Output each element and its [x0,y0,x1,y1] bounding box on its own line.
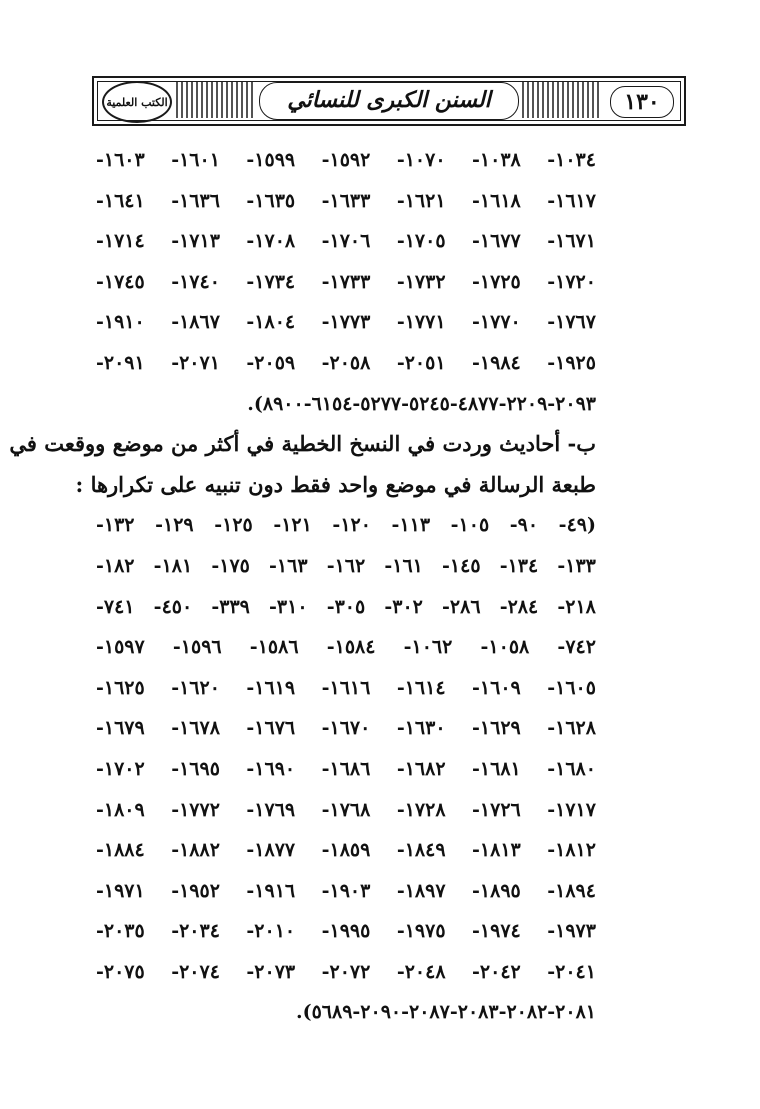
seal-text: الكتب العلمية [106,95,168,109]
text-line: طبعة الرسالة في موضع واحد فقط دون تنبيه على تكرارها : [75,471,596,497]
number-line: ٧٤٢- ١٠٥٨- ١٠٦٢- ١٥٨٤- ١٥٨٦- ١٥٩٦- ١٥٩٧- [96,636,596,659]
header-ornament-right [522,82,602,118]
number-line: ١٦٢٨- ١٦٢٩- ١٦٣٠- ١٦٧٠- ١٦٧٦- ١٦٧٨- ١٦٧٩- [96,717,596,740]
number-line: ١٨١٢- ١٨١٣- ١٨٤٩- ١٨٥٩- ١٨٧٧- ١٨٨٢- ١٨٨٤- [96,839,596,862]
text-line: ب- أحاديث وردت في النسخ الخطية في أكثر من موضع ووقعت في [9,431,596,457]
number-line: ٢٠٨١-٢٠٨٢-٢٠٨٣-٢٠٨٧-٢٠٩٠-٥٦٨٩). [295,1001,596,1024]
number-line: ١٦٨٠- ١٦٨١- ١٦٨٢- ١٦٨٦- ١٦٩٠- ١٦٩٥- ١٧٠٢- [96,757,596,780]
number-line: ١٣٣- ١٣٤- ١٤٥- ١٦١- ١٦٢- ١٦٣- ١٧٥- ١٨١- ١٨٢- [96,554,596,577]
book-title: السنن الكبرى للنسائي [287,87,491,113]
publisher-seal [102,81,172,123]
running-header [92,76,686,126]
number-line: (٤٩- ٩٠- ١٠٥- ١١٣- ١٢٠- ١٢١- ١٢٥- ١٢٩- ١٣٢- [96,514,596,537]
number-line: ١٩٢٥- ١٩٨٤- ٢٠٥١- ٢٠٥٨- ٢٠٥٩- ٢٠٧١- ٢٠٩١- [96,351,596,374]
number-line: ١٨٩٤- ١٨٩٥- ١٨٩٧- ١٩٠٣- ١٩١٦- ١٩٥٢- ١٩٧١- [96,879,596,902]
page-body [9,140,596,1033]
number-line: ١٩٧٣- ١٩٧٤- ١٩٧٥- ١٩٩٥- ٢٠١٠- ٢٠٣٤- ٢٠٣٥- [96,920,596,943]
number-line: ١٦٠٥- ١٦٠٩- ١٦١٤- ١٦١٦- ١٦١٩- ١٦٢٠- ١٦٢٥- [96,676,596,699]
header-ornament-left [176,82,254,118]
number-line: ١٠٣٤- ١٠٣٨- ١٠٧٠- ١٥٩٢- ١٥٩٩- ١٦٠١- ١٦٠٣- [96,149,596,171]
number-line: ١٦٧١- ١٦٧٧- ١٧٠٥- ١٧٠٦- ١٧٠٨- ١٧١٣- ١٧١٤- [96,230,596,253]
number-line: ٢١٨- ٢٨٤- ٢٨٦- ٣٠٢- ٣٠٥- ٣١٠- ٣٣٩- ٤٥٠- ٧٤١- [96,595,596,618]
number-line: ١٧٢٠- ١٧٢٥- ١٧٣٢- ١٧٣٣- ١٧٣٤- ١٧٤٠- ١٧٤٥- [96,270,596,293]
number-line: ٢٠٩٣-٢٢٠٩-٤٨٧٧-٥٢٤٥-٥٢٧٧-٦١٥٤-٨٩٠٠). [247,392,596,415]
number-line: ٢٠٤١- ٢٠٤٢- ٢٠٤٨- ٢٠٧٢- ٢٠٧٣- ٢٠٧٤- ٢٠٧٥- [96,960,596,983]
number-line: ١٦١٧- ١٦١٨- ١٦٢١- ١٦٣٣- ١٦٣٥- ١٦٣٦- ١٦٤١- [96,189,596,212]
number-line: ١٧١٧- ١٧٢٦- ١٧٢٨- ١٧٦٨- ١٧٦٩- ١٧٧٢- ١٨٠٩- [96,798,596,821]
page-number: ١٣٠ [610,86,674,118]
number-line: ١٧٦٧- ١٧٧٠- ١٧٧١- ١٧٧٣- ١٨٠٤- ١٨٦٧- ١٩١٠- [96,311,596,334]
